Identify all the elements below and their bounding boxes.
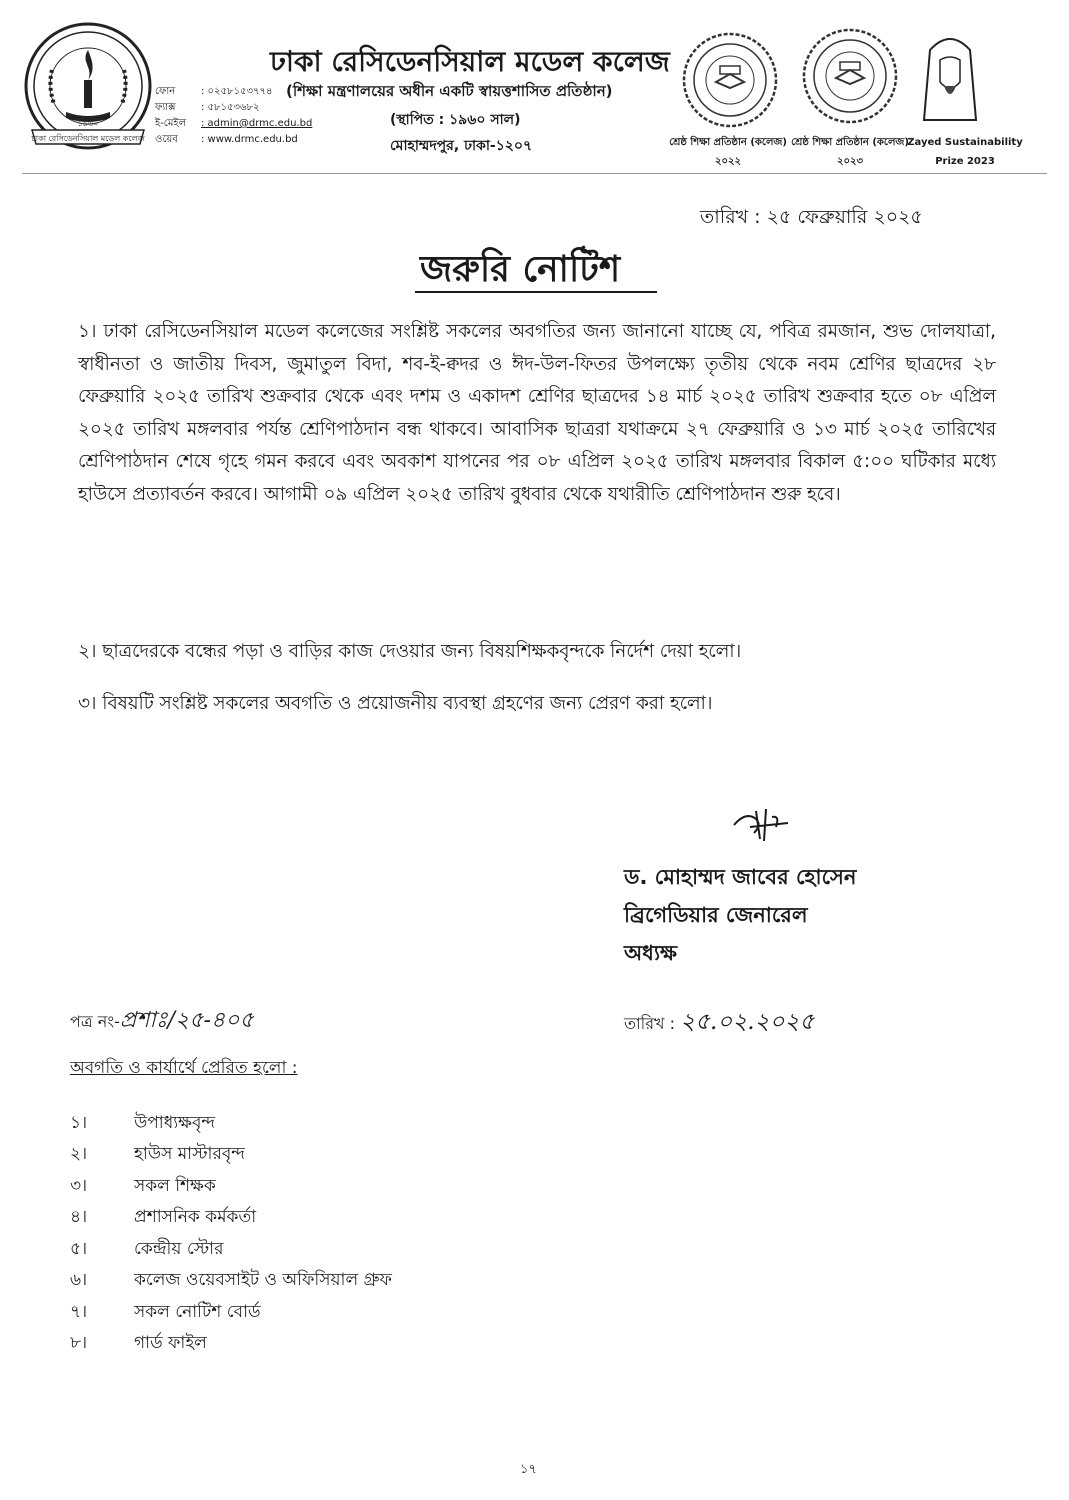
notice-paragraph-1: ১। ঢাকা রেসিডেনসিয়াল মডেল কলেজের সংশ্লিষ্ট সকলের অবগতির জন্য জানানো যাচ্ছে যে, পবিত্র রমজান, শুভ দোলযাত্রা, স্বাধীনতা ও জাতীয় দিবস, জুমাতুল বিদা, শব-ই-ক্বদর ও ঈদ-উল-ফিতর উপলক্ষ্যে তৃতীয় থেকে নবম শ্রেণির ছাত্রদের ২৮ ফেব্রুয়ারি ২০২৫ তারিখ শুক্রবার থেকে এবং দশম ও একাদশ শ্রেণির ছাত্রদের ১৪ মার্চ ২০২৫ তারিখ শুক্রবার হতে ০৮ এপ্রিল ২০২৫ তারিখ মঙ্গলবার পর্যন্ত শ্রেণিপাঠদান বন্ধ থাকবে। আবাসিক ছাত্ররা যথাক্রমে ২৭ ফেব্রুয়ারি ও ১৩ মার্চ ২০২৫ তারিখের শ্রেণিপাঠদান শেষে গৃহে গমন করবে এবং অবকাশ যাপনের পর ০৮ এপ্রিল ২০২৫ তারিখ মঙ্গলবার বিকাল ৫:০০ ঘটিকার মধ্যে হাউসে প্রত্যাবর্তন করবে। আগামী ০৯ এপ্রিল ২০২৫ তারিখ বুধবার থেকে যথারীতি শ্রেণিপাঠদান শুরু হবে। [78, 321, 996, 505]
contact-label: ই-মেইল [155, 118, 187, 129]
contact-label: ফ্যাক্স [155, 102, 176, 113]
signatory-rank: ব্রিগেডিয়ার জেনারেল [624, 903, 808, 927]
established-year: (স্থাপিত : ১৯৬০ সাল) [390, 112, 521, 128]
web-link[interactable]: : www.drmc.edu.bd [201, 134, 298, 145]
header-divider [22, 173, 1047, 174]
award-caption-zayed [880, 133, 1050, 171]
list-item [70, 1108, 392, 1140]
signatory-block [624, 858, 856, 972]
zayed-portrait-icon [920, 30, 980, 130]
contact-label: ফোন [155, 86, 176, 97]
list-item [70, 1203, 392, 1235]
logo-year: ১৯৬০ [77, 119, 99, 128]
award-caption-line: শ্রেষ্ঠ শিক্ষা প্রতিষ্ঠান (কলেজ) [791, 137, 909, 148]
distribution-list [70, 1108, 392, 1360]
list-item-number: ৮। [70, 1333, 88, 1354]
list-item-number: ৫। [70, 1238, 88, 1259]
list-item [70, 1171, 392, 1203]
memo-number [70, 1003, 254, 1040]
award-seal-2023 [800, 26, 900, 126]
page-number: ১৭ [520, 1462, 537, 1477]
list-item-text: উপাধ্যক্ষবৃন্দ [134, 1112, 216, 1133]
award-caption-year: Prize 2023 [935, 156, 995, 167]
memo-value: প্রশাঃ/২৫-৪০৫ [119, 1008, 254, 1033]
notice-title: জরুরি নোটিশ [420, 249, 621, 290]
list-item-text: গার্ড ফাইল [134, 1333, 207, 1354]
contact-email [155, 116, 312, 132]
notice-paragraph-3: ৩। বিষয়টি সংশ্লিষ্ট সকলের অবগতি ও প্রয়োজনীয় ব্যবস্থা গ্রহণের জন্য প্রেরণ করা হলো। [78, 693, 713, 714]
college-subtitle: (শিক্ষা মন্ত্রণালয়ের অধীন একটি স্বায়ত্তশাসিত প্রতিষ্ঠান) [286, 82, 613, 100]
email-link[interactable]: : admin@drmc.edu.bd [201, 118, 313, 129]
signatory-name: ড. মোহাম্মদ জাবের হোসেন [624, 865, 857, 889]
signature [726, 805, 796, 845]
college-logo [22, 20, 154, 152]
contact-label: ওয়েব [155, 134, 178, 145]
list-item-number: ৬। [70, 1270, 88, 1291]
list-item-number: ৪। [70, 1207, 88, 1228]
award-seal-2022 [680, 30, 780, 130]
list-item [70, 1140, 392, 1172]
list-item-text: সকল নোটিশ বোর্ড [134, 1301, 261, 1322]
contact-value: : ০২৫৮১৫৩৭৭৪ [201, 86, 273, 97]
list-item [70, 1234, 392, 1266]
signatory-designation: অধ্যক্ষ [624, 941, 678, 965]
college-address: মোহাম্মদপুর, ঢাকা-১২০৭ [390, 138, 533, 154]
award-caption-year: ২০২৩ [836, 156, 863, 167]
list-item-number: ৭। [70, 1301, 88, 1322]
memo-date [624, 1003, 814, 1042]
award-caption-line: Zayed Sustainability [907, 137, 1023, 148]
memo-label: পত্র নং- [70, 1012, 120, 1031]
memo-date-value: ২৫.০২.২০২৫ [680, 1009, 815, 1035]
list-item-text: কেন্দ্রীয় স্টোর [134, 1238, 224, 1259]
logo-banner-text: ঢাকা রেসিডেনসিয়াল মডেল কলেজ [31, 134, 145, 143]
list-item [70, 1329, 392, 1361]
list-item-number: ২। [70, 1144, 88, 1165]
title-underline [415, 291, 657, 293]
list-item [70, 1297, 392, 1329]
college-name: ঢাকা রেসিডেনসিয়াল মডেল কলেজ [270, 45, 670, 78]
award-caption-year: ২০২২ [714, 156, 741, 167]
award-caption-2022 [663, 133, 793, 171]
award-caption-line: শ্রেষ্ঠ শিক্ষা প্রতিষ্ঠান (কলেজ) [669, 137, 787, 148]
list-item-text: প্রশাসনিক কর্মকর্তা [134, 1207, 257, 1228]
list-item-number: ১। [70, 1112, 88, 1133]
list-item-number: ৩। [70, 1175, 88, 1196]
list-item [70, 1266, 392, 1298]
contact-web [155, 132, 312, 148]
list-item-text: হাউস মাস্টারবৃন্দ [134, 1144, 245, 1165]
notice-paragraph-2: ২। ছাত্রদেরকে বন্ধের পড়া ও বাড়ির কাজ দেওয়ার জন্য বিষয়শিক্ষকবৃন্দকে নির্দেশ দেয়া হলো। [78, 641, 742, 662]
contact-value: : ৫৮১৫৩৬৮২ [201, 102, 260, 113]
list-item-text: কলেজ ওয়েবসাইট ও অফিসিয়াল গ্রুফ [134, 1270, 392, 1291]
list-item-text: সকল শিক্ষক [134, 1175, 216, 1196]
notice-date: তারিখ : ২৫ ফেব্রুয়ারি ২০২৫ [700, 206, 923, 228]
memo-date-label: তারিখ : [624, 1014, 676, 1033]
distribution-heading: অবগতি ও কার্যার্থে প্রেরিত হলো : [70, 1058, 298, 1078]
